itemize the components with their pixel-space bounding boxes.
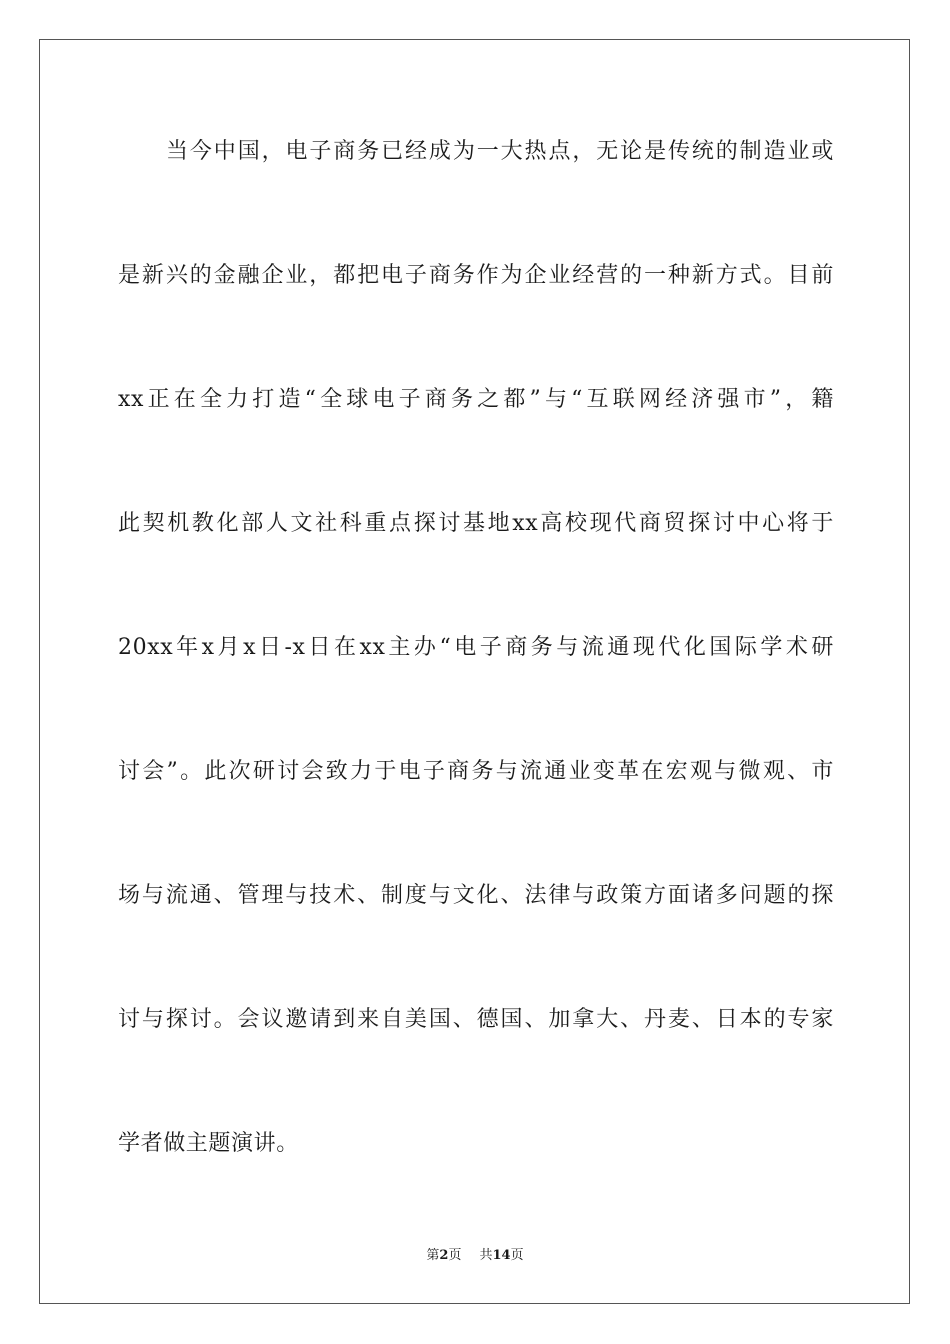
paragraph-line-4: 此契机教化部人文社科重点探讨基地xx高校现代商贸探讨中心将于 (118, 511, 834, 536)
paragraph-line-1: 当今中国，电子商务已经成为一大热点，无论是传统的制造业或 (166, 139, 834, 164)
paragraph-line-2: 是新兴的金融企业，都把电子商务作为企业经营的一种新方式。目前 (118, 263, 834, 288)
page-number: 2 (439, 1248, 449, 1263)
paragraph-line-9: 学者做主题演讲。 (118, 1131, 299, 1156)
total-prefix: 共 (479, 1248, 493, 1263)
paragraph-line-6: 讨会”。此次研讨会致力于电子商务与流通业变革在宏观与微观、市 (118, 759, 834, 784)
paragraph-line-8: 讨与探讨。会议邀请到来自美国、德国、加拿大、丹麦、日本的专家 (118, 1007, 834, 1032)
paragraph-line-7: 场与流通、管理与技术、制度与文化、法律与政策方面诸多问题的探 (118, 883, 834, 908)
total-pages: 14 (492, 1248, 511, 1263)
page-footer (0, 1247, 950, 1265)
paragraph-line-3: xx正在全力打造“全球电子商务之都”与“互联网经济强市”，籍 (118, 387, 834, 412)
page-prefix: 第 (426, 1248, 440, 1263)
page-suffix: 页 (448, 1248, 462, 1263)
total-suffix: 页 (510, 1248, 524, 1263)
page-border (39, 39, 910, 1304)
paragraph-line-5: 20xx年x月x日-x日在xx主办“电子商务与流通现代化国际学术研 (118, 635, 834, 660)
